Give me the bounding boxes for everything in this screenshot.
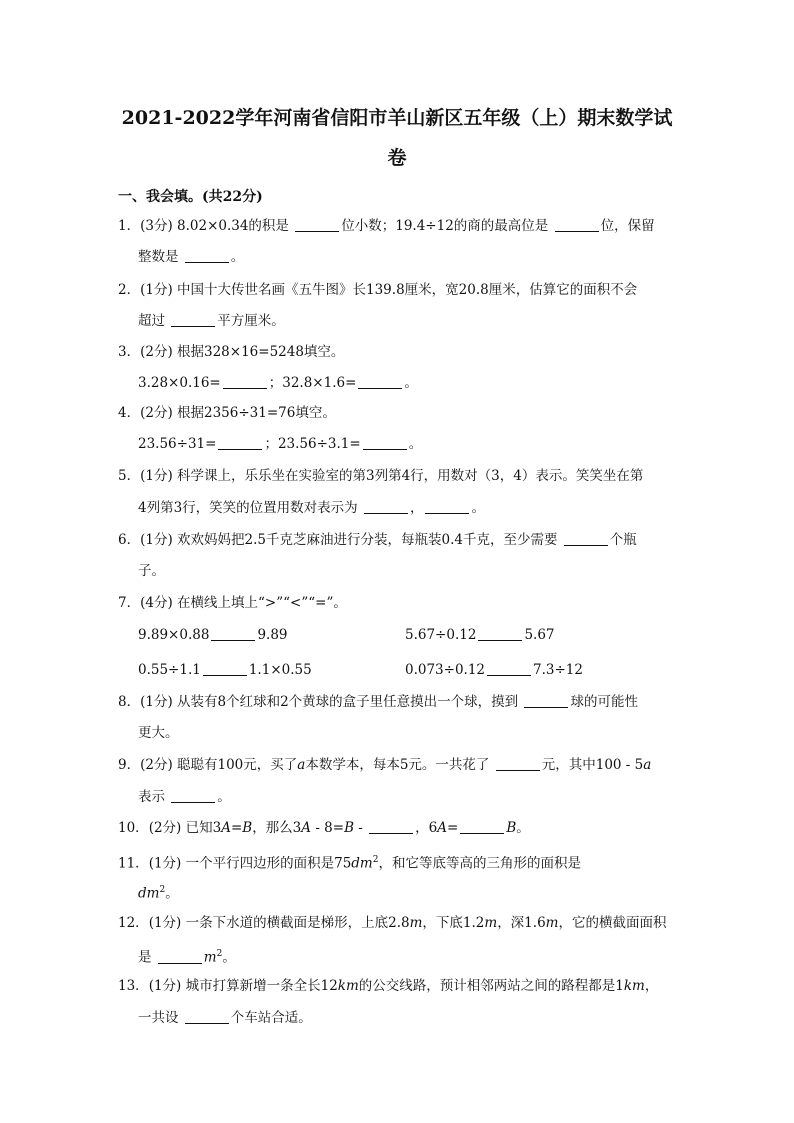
answer-blank[interactable] (369, 819, 413, 834)
question-13-cont: 一共设 个车站合适。 (138, 1010, 312, 1026)
answer-blank[interactable] (555, 217, 599, 232)
answer-blank[interactable] (223, 374, 267, 389)
question-11: 11．(1分) 一个平行四边形的面积是$75dm^2$，和它等底等高的三角形的面积是 (118, 855, 581, 872)
question-8-cont: 更大。 (138, 725, 179, 741)
question-1: 1．(3分) 8.02×0.34的积是 位小数；19.4÷12的商的最高位是 位，保留 (118, 218, 655, 234)
question-3-cont: 3.28×0.16= ；32.8×1.6= 。 (138, 375, 418, 391)
answer-blank[interactable] (211, 626, 255, 641)
answer-blank[interactable] (487, 661, 531, 676)
answer-blank[interactable] (218, 435, 262, 450)
answer-blank[interactable] (363, 435, 407, 450)
question-8: 8．(1分) 从装有8个红球和2个黄球的盒子里任意摸出一个球，摸到 球的可能性 (118, 694, 638, 710)
answer-blank[interactable] (364, 499, 408, 514)
question-2-cont: 超过 平方厘米。 (138, 313, 285, 329)
question-6: 6．(1分) 欢欢妈妈把2.5千克芝麻油进行分装，每瓶装0.4千克，至少需要 个瓶 (118, 532, 637, 548)
answer-blank[interactable] (564, 531, 608, 546)
compare-item-3: 0.55÷1.1 1.1×0.55 (138, 662, 312, 678)
compare-item-1: 9.89×0.88 9.89 (138, 627, 288, 643)
compare-item-2: 5.67÷0.12 5.67 (405, 627, 555, 643)
answer-blank[interactable] (358, 374, 402, 389)
question-5: 5．(1分) 科学课上，乐乐坐在实验室的第3列第4行，用数对（3，4）表示。笑笑坐在第 (118, 468, 644, 484)
answer-blank[interactable] (425, 499, 469, 514)
question-3: 3．(2分) 根据328×16=5248填空。 (118, 344, 345, 360)
answer-blank[interactable] (171, 788, 215, 803)
compare-item-4: 0.073÷0.12 7.3÷12 (405, 662, 583, 678)
answer-blank[interactable] (460, 819, 504, 834)
question-5-cont: 4列第3行，笑笑的位置用数对表示为 ， 。 (138, 500, 485, 516)
question-12: 12．(1分) 一条下水道的横截面是梯形，上底2.8m，下底1.2m，深1.6m，它的横截面面积 (118, 915, 667, 931)
answer-blank[interactable] (496, 756, 540, 771)
question-4-cont: 23.56÷31= ；23.56÷3.1= 。 (138, 436, 423, 452)
answer-blank[interactable] (185, 248, 229, 263)
answer-blank[interactable] (171, 312, 215, 327)
answer-blank[interactable] (203, 661, 247, 676)
page-title-line1: 2021-2022学年河南省信阳市羊山新区五年级（上）期末数学试 (121, 107, 673, 129)
page-title-line2: 卷 (387, 147, 407, 169)
answer-blank[interactable] (185, 1009, 229, 1024)
question-4: 4．(2分) 根据2356÷31=76填空。 (118, 405, 336, 421)
question-6-cont: 子。 (138, 563, 165, 579)
question-12-cont: 是 $m^2$。 (138, 949, 236, 966)
section-heading: 一、我会填。(共22分) (118, 189, 263, 205)
question-11-cont: $dm^2$。 (138, 885, 179, 902)
answer-blank[interactable] (295, 217, 339, 232)
question-10: 10．(2分) 已知3A=B，那么3A - 8=B - ，6A= B。 (118, 820, 530, 836)
question-9: 9．(2分) 聪聪有100元，买了a本数学本，每本5元。一共花了 元，其中100 - 5a (118, 757, 652, 773)
question-7: 7．(4分) 在横线上填上“>”“<”“=”。 (118, 595, 347, 611)
question-2: 2．(1分) 中国十大传世名画《五牛图》长139.8厘米，宽20.8厘米，估算它的面积不会 (118, 282, 638, 298)
answer-blank[interactable] (478, 626, 522, 641)
answer-blank[interactable] (524, 693, 568, 708)
answer-blank[interactable] (158, 949, 202, 964)
question-9-cont: 表示 。 (138, 789, 231, 805)
question-13: 13．(1分) 城市打算新增一条全长12km的公交线路，预计相邻两站之间的路程都是1km， (118, 978, 659, 994)
question-1-cont: 整数是 。 (138, 249, 245, 265)
